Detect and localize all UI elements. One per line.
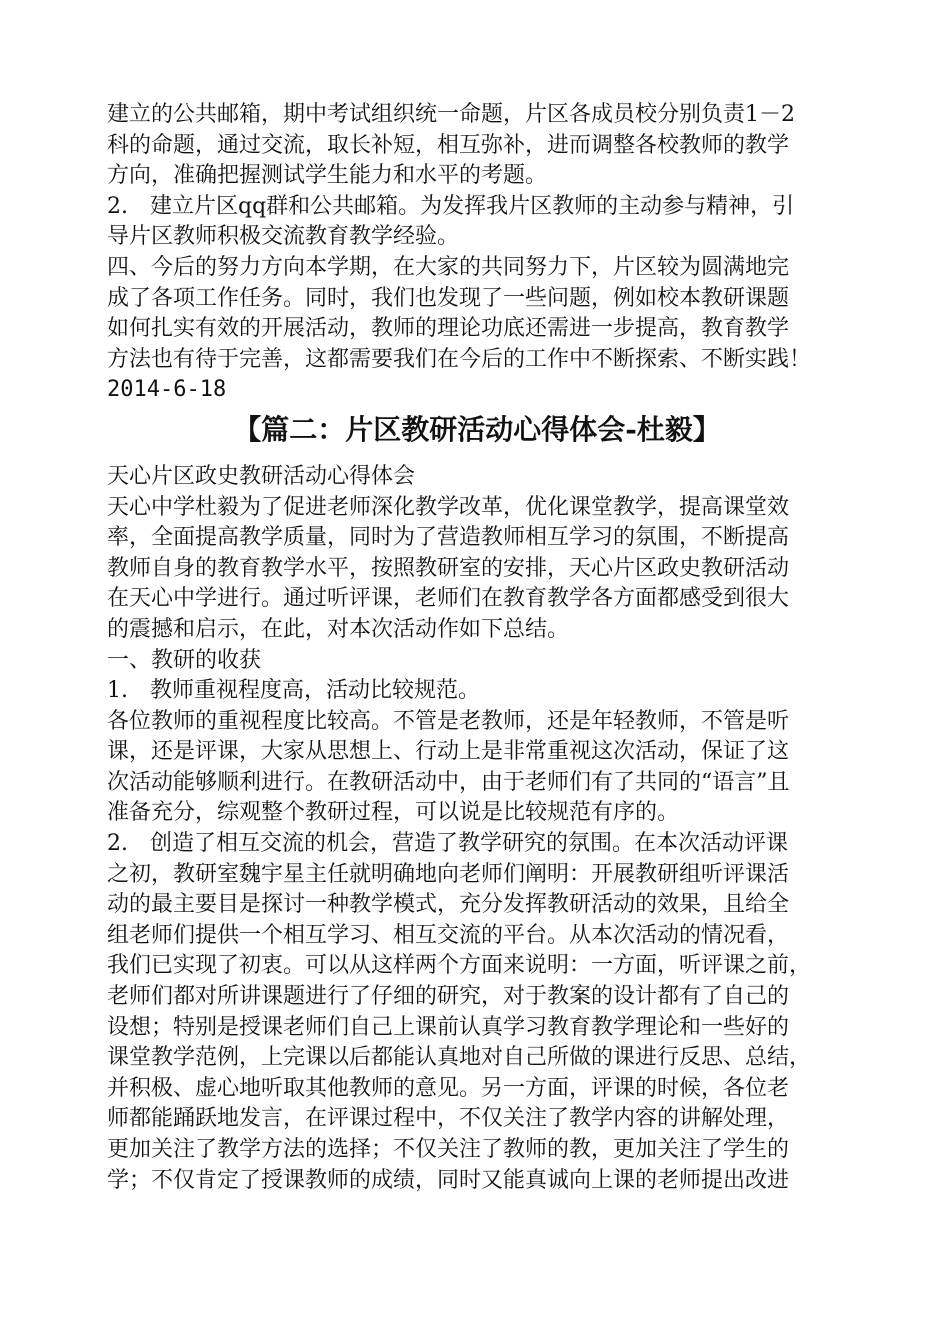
text-line: 各位教师的重视程度比较高。不管是老教师，还是年轻教师，不管是听 <box>107 708 790 734</box>
text-line: 导片区教师积极交流教育教学经验。 <box>107 224 460 250</box>
article-body <box>107 462 847 1196</box>
text-line: 的震撼和启示，在此，对本次活动作如下总结。 <box>107 616 570 642</box>
text-line: 并积极、虚心地听取其他教师的意见。另一方面，评课的时候，各位老 <box>107 1075 790 1101</box>
text-line: 课，还是评课，大家从思想上、行动上是非常重视这次活动，保证了这 <box>107 739 790 765</box>
section-heading: 【篇二：片区教研活动心得体会-杜毅】 <box>233 412 721 446</box>
text-line: 组老师们提供一个相互学习、相互交流的平台。从本次活动的情况看， <box>107 922 790 948</box>
text-line: 2. 建立片区qq群和公共邮箱。为发挥我片区教师的主动参与精神，引 <box>107 193 795 219</box>
article-title: 天心片区政史教研活动心得体会 <box>107 463 416 489</box>
text-line: 建立的公共邮箱，期中考试组织统一命题，片区各成员校分别负责1－2 <box>107 102 795 127</box>
text-line: 之初，教研室魏宇星主任就明确地向老师们阐明：开展教研组听评课活 <box>107 861 790 887</box>
text-line: 四、今后的努力方向本学期，在大家的共同努力下，片区较为圆满地完 <box>107 254 790 280</box>
text-line: 在天心中学进行。通过听评课，老师们在教育教学各方面都感受到很大 <box>107 586 790 612</box>
text-line: 师都能踊跃地发言，在评课过程中，不仅关注了教学内容的讲解处理， <box>107 1106 790 1132</box>
continued-text-block <box>107 100 847 406</box>
text-line: 我们已实现了初衷。可以从这样两个方面来说明：一方面，听评课之前， <box>107 953 812 979</box>
text-line: 动的最主要目是探讨一种教学模式，充分发挥教研活动的效果，且给全 <box>107 892 790 918</box>
numbered-item: 2. 创造了相互交流的机会，营造了教学研究的氛围。在本次活动评课 <box>107 831 788 857</box>
text-line: 次活动能够顺利进行。在教研活动中，由于老师们有了共同的“语言”且 <box>107 769 790 795</box>
text-line: 课堂教学范例，上完课以后都能认真地对自己所做的课进行反思、总结， <box>107 1045 812 1071</box>
document-page <box>107 100 847 1196</box>
text-line: 老师们都对所讲课题进行了仔细的研究，对于教案的设计都有了自己的 <box>107 984 790 1010</box>
text-line: 准备充分，综观整个教研过程，可以说是比较规范有序的。 <box>107 800 680 826</box>
text-line: 设想；特别是授课老师们自己上课前认真学习教育教学理论和一些好的 <box>107 1014 790 1040</box>
numbered-item: 1. 教师重视程度高，活动比较规范。 <box>107 678 480 704</box>
text-line: 方法也有待于完善，这都需要我们在今后的工作中不断探索、不断实践！ <box>107 346 812 372</box>
subsection-heading: 一、教研的收获 <box>107 647 262 673</box>
text-line: 成了各项工作任务。同时，我们也发现了一些问题，例如校本教研课题 <box>107 285 790 311</box>
date-line: 2014-6-18 <box>107 377 227 403</box>
text-line: 天心中学杜毅为了促进老师深化教学改革，优化课堂教学，提高课堂效 <box>107 494 790 520</box>
text-line: 学；不仅肯定了授课教师的成绩，同时又能真诚向上课的老师提出改进 <box>107 1167 790 1193</box>
text-line: 方向，准确把握测试学生能力和水平的考题。 <box>107 163 548 189</box>
text-line: 率，全面提高教学质量，同时为了营造教师相互学习的氛围，不断提高 <box>107 525 790 551</box>
text-line: 科的命题，通过交流，取长补短，相互弥补，进而调整各校教师的教学 <box>107 132 790 158</box>
text-line: 教师自身的教育教学水平，按照教研室的安排，天心片区政史教研活动 <box>107 555 790 581</box>
text-line: 如何扎实有效的开展活动，教师的理论功底还需进一步提高，教育教学 <box>107 316 790 342</box>
text-line: 更加关注了教学方法的选择；不仅关注了教师的教，更加关注了学生的 <box>107 1137 790 1162</box>
